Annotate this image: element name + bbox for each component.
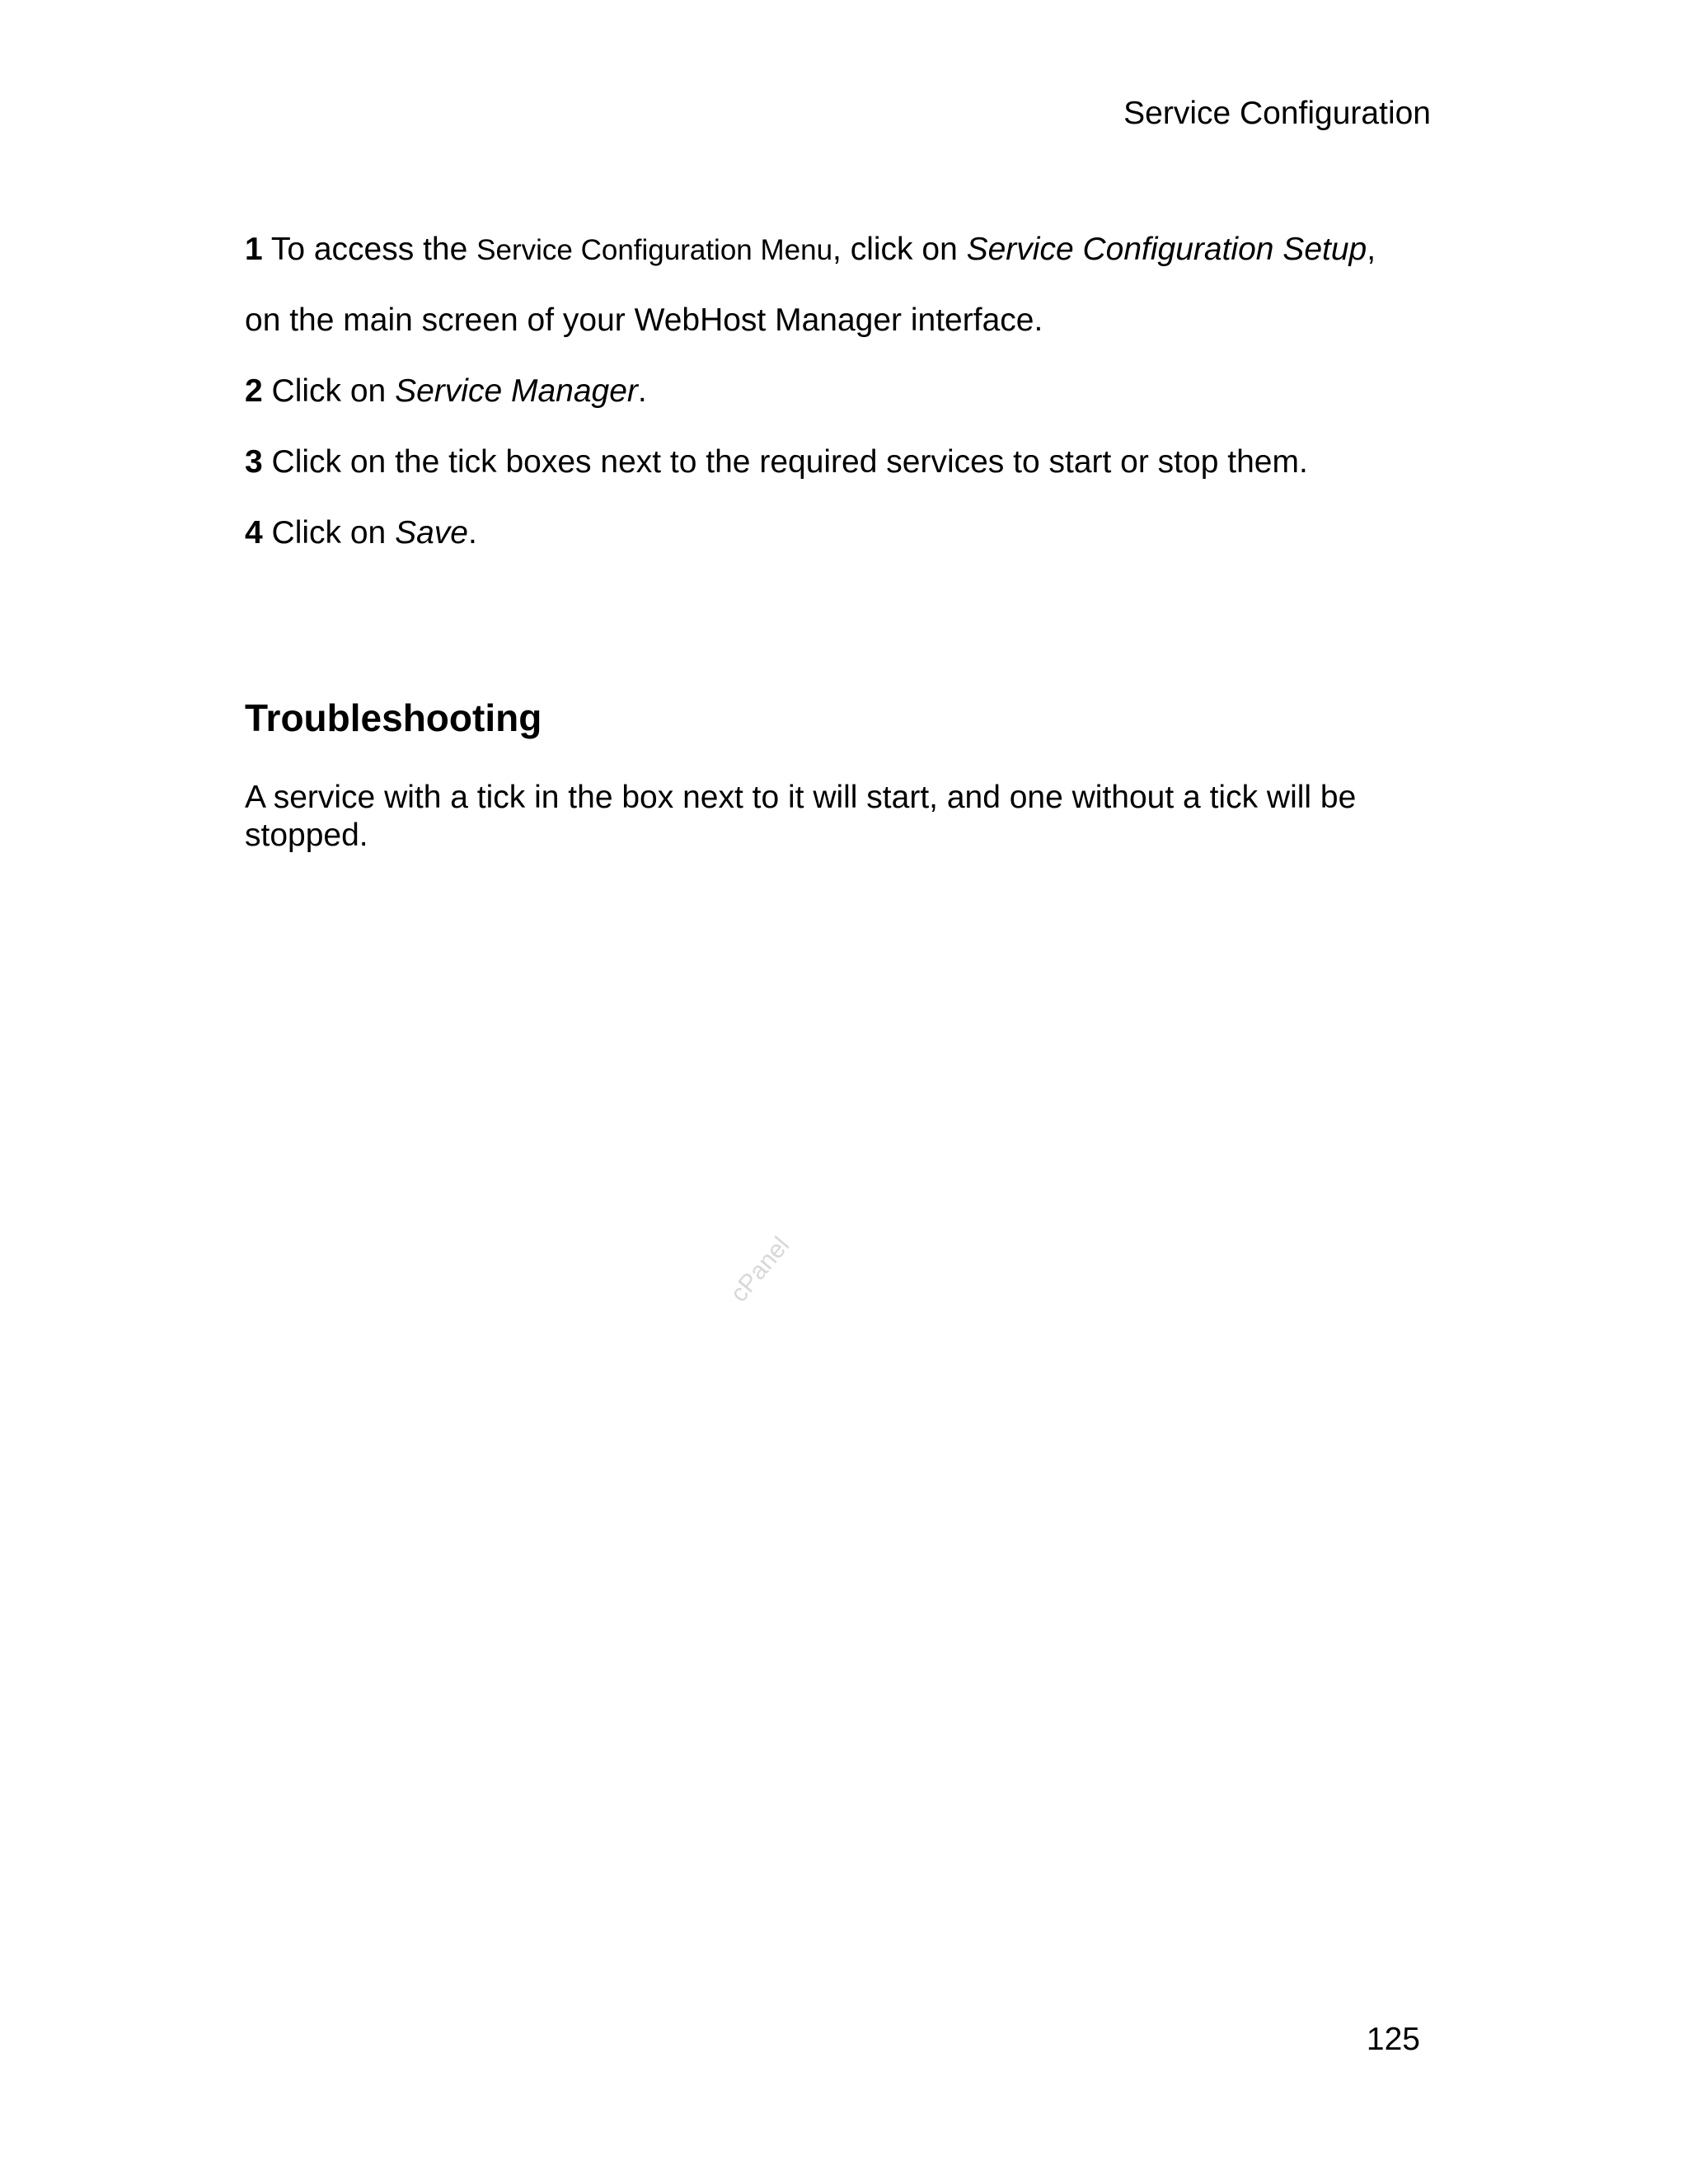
step-text: Click on the tick boxes next to the required services to start or stop them.: [262, 444, 1308, 480]
step-number: 2: [245, 373, 263, 409]
running-header: Service Configuration: [1123, 96, 1431, 131]
step-3: [245, 446, 1308, 478]
step-2: [245, 375, 647, 407]
step-number: 4: [245, 515, 263, 551]
section-heading: Troubleshooting: [245, 696, 542, 739]
menu-option-name: Service Configuration Setup: [966, 232, 1367, 267]
watermark: cPanel: [725, 1231, 795, 1308]
step-number: 1: [245, 232, 263, 267]
step-text: Click on: [262, 373, 396, 409]
step-text: ,: [1367, 232, 1376, 267]
step-number: 3: [245, 444, 263, 480]
step-text: .: [468, 515, 477, 551]
step-text: .: [637, 373, 647, 409]
step-text: Click on: [262, 515, 396, 551]
step-text: , click on: [832, 232, 967, 267]
step-4: [245, 517, 477, 549]
menu-option-name: Save: [395, 515, 468, 551]
step-1: [245, 233, 1376, 265]
page-number: 125: [1366, 2022, 1420, 2057]
menu-name: Service Configuration Menu: [476, 234, 833, 266]
troubleshooting-paragraph: A service with a tick in the box next to it will start, and one without a tick will be stopped.: [245, 780, 1357, 853]
step-text: To access the: [262, 232, 477, 267]
step-1-continuation: on the main screen of your WebHost Manager interface.: [245, 302, 1043, 338]
menu-option-name: Service Manager: [395, 373, 638, 409]
